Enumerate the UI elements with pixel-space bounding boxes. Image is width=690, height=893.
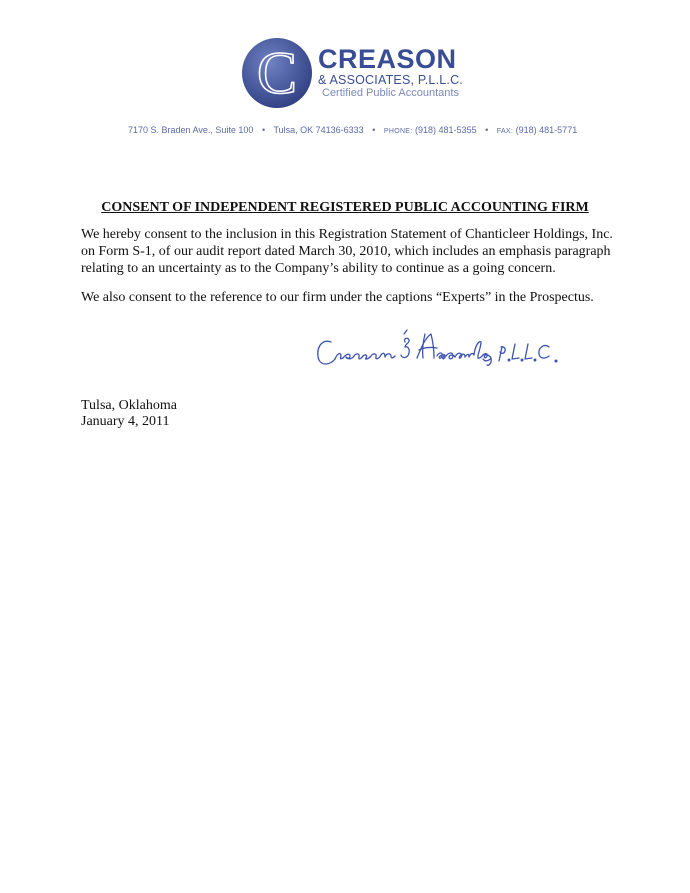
- city-address: Tulsa, OK 74136-6333: [273, 125, 364, 135]
- document-title: CONSENT OF INDEPENDENT REGISTERED PUBLIC ACCOUNTING FIRM: [101, 200, 589, 215]
- firm-logo-icon: [241, 37, 313, 109]
- separator-bullet: •: [261, 125, 266, 135]
- contact-line: [128, 124, 588, 138]
- fax-number: (918) 481-5771: [515, 125, 578, 135]
- phone-number: (918) 481-5355: [415, 125, 477, 135]
- firm-subtitle: & ASSOCIATES, P.L.L.C.: [318, 73, 463, 87]
- signing-date: January 4, 2011: [81, 414, 170, 429]
- separator-bullet: •: [372, 125, 376, 135]
- consent-paragraph: We hereby consent to the inclusion in this Registration Statement of Chanticleer Holdings, Inc. on Form S-1, of our audit report dated March 30, 2010, which includes an emphasis paragraph relating to an uncertainty as to the Company’s ability to continue as a going concern.: [81, 227, 613, 276]
- phone-label: PHONE:: [383, 128, 413, 135]
- firm-name: CREASON: [318, 44, 457, 74]
- fax-label: FAX:: [496, 128, 514, 135]
- handwritten-signature: [313, 328, 583, 378]
- firm-tagline: Certified Public Accountants: [322, 87, 459, 99]
- street-address: 7170 S. Braden Ave., Suite 100: [128, 125, 254, 135]
- reference-paragraph: We also consent to the reference to our firm under the captions “Experts” in the Prospectus.: [81, 290, 594, 305]
- separator-bullet: •: [485, 125, 489, 135]
- logo-letter: C: [256, 40, 298, 106]
- signing-location: Tulsa, Oklahoma: [81, 398, 177, 413]
- letterhead: [0, 0, 690, 150]
